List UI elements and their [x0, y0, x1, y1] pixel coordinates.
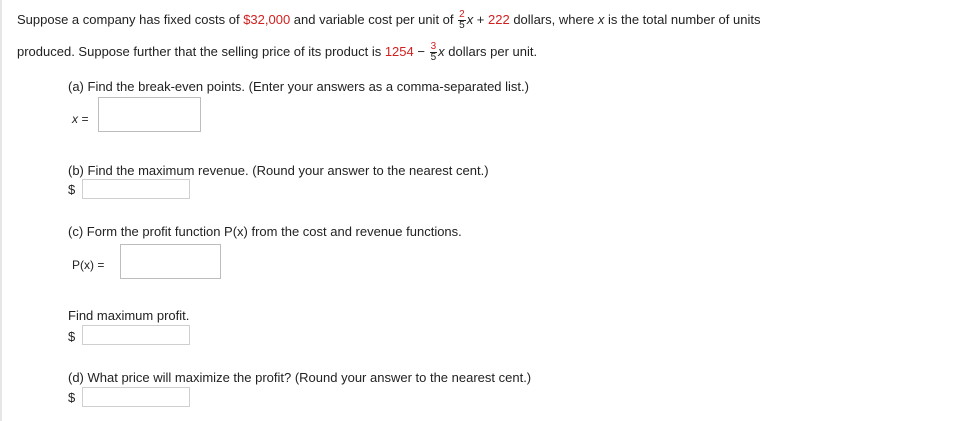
- minus-sign: −: [413, 43, 429, 59]
- max-profit-input[interactable]: [82, 325, 190, 345]
- x-equals-label: x =: [72, 112, 89, 126]
- dollar-sign: $: [68, 182, 76, 197]
- problem-line-2: [17, 42, 537, 63]
- plus-sign: +: [473, 11, 489, 27]
- problem-text: dollars, where: [509, 11, 598, 27]
- constant-222: 222: [488, 11, 510, 27]
- left-border: [0, 0, 2, 421]
- problem-text: is the total number of units: [604, 11, 761, 27]
- part-b-question: (b) Find the maximum revenue. (Round your answer to the nearest cent.): [68, 163, 489, 178]
- price-constant: 1254: [384, 43, 414, 59]
- variable-x: x: [597, 11, 605, 27]
- fraction-denominator: 5: [459, 20, 465, 31]
- fraction-numerator: 3: [430, 41, 437, 52]
- fraction-3-5: [430, 42, 438, 63]
- problem-text: and variable cost per unit of: [290, 11, 458, 27]
- profit-function-input[interactable]: [120, 244, 221, 279]
- fraction-denominator: 5: [430, 52, 437, 63]
- part-d-question: (d) What price will maximize the profit? (Round your answer to the nearest cent.): [68, 370, 532, 385]
- dollar-sign: $: [68, 390, 76, 405]
- fraction-numerator: 2: [459, 9, 465, 20]
- variable-x: x: [438, 43, 445, 59]
- fixed-cost-value: $32,000: [243, 11, 291, 27]
- dollar-sign: $: [68, 329, 76, 344]
- profit-function-label: P(x) =: [72, 258, 105, 272]
- variable-x: x: [466, 11, 474, 27]
- break-even-input[interactable]: [98, 97, 201, 132]
- part-c-question: (c) Form the profit function P(x) from the cost and revenue functions.: [68, 224, 462, 239]
- optimal-price-input[interactable]: [82, 387, 190, 407]
- problem-text: produced. Suppose further that the selling price of its product is: [17, 43, 385, 59]
- max-profit-question: Find maximum profit.: [68, 308, 190, 323]
- fraction-2-5: [458, 10, 466, 31]
- problem-line-1: [17, 10, 760, 31]
- problem-text: dollars per unit.: [444, 43, 538, 59]
- max-revenue-input[interactable]: [82, 179, 190, 199]
- problem-text: Suppose a company has fixed costs of: [17, 11, 244, 27]
- part-a-question: (a) Find the break-even points. (Enter your answers as a comma-separated list.): [68, 79, 529, 94]
